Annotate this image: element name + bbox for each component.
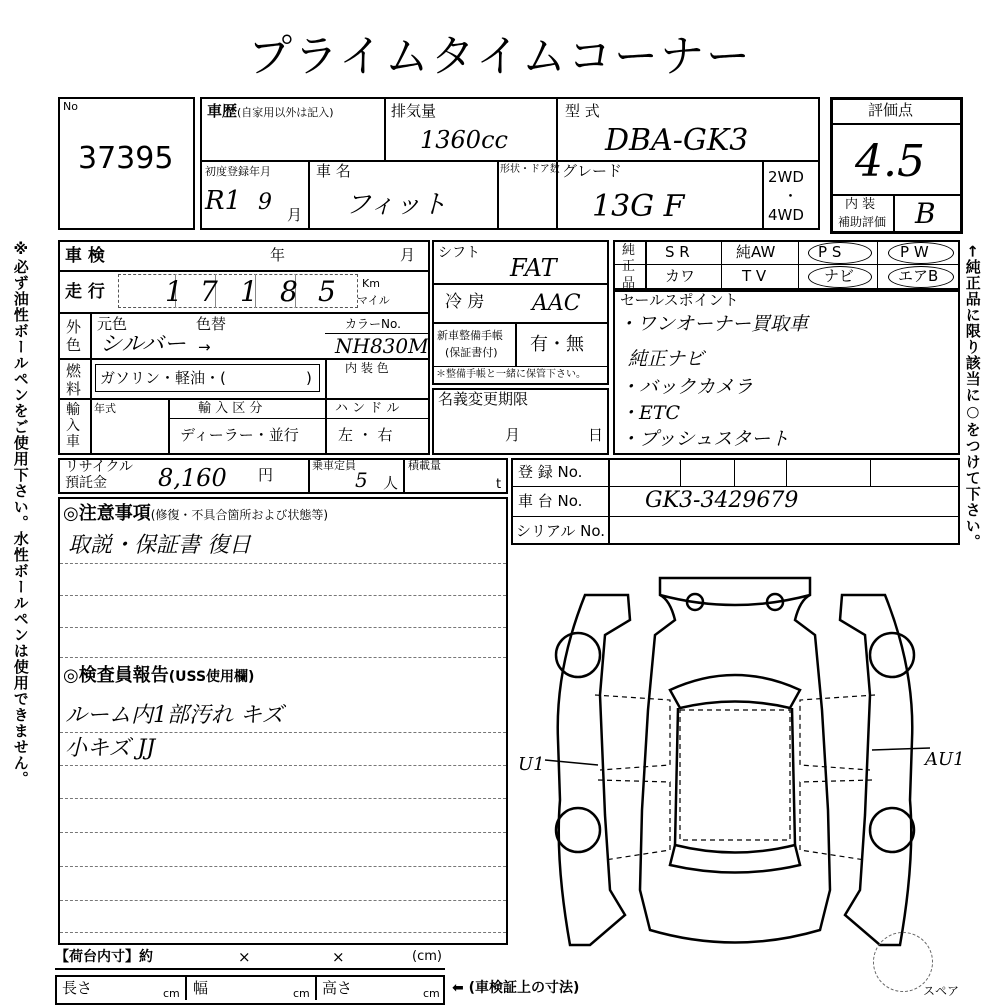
- spare-tire-circle: [873, 932, 933, 992]
- mileage-digit-1: 1: [165, 275, 183, 308]
- import-category-label: 輸 入 区 分: [198, 401, 263, 416]
- lot-box: [58, 97, 195, 230]
- car-diagram: [510, 560, 965, 960]
- first-reg-era: R1: [205, 186, 242, 216]
- sales-points-label: セールスポイント: [620, 291, 739, 309]
- changed-color-label: 色替: [196, 315, 227, 333]
- sales-point-4: ・ETC: [620, 402, 681, 424]
- mileage-unit-mile: マイル: [357, 294, 390, 307]
- recycle-unit: 円: [258, 466, 274, 484]
- history-note: (自家用以外は記入): [237, 106, 334, 119]
- interior-color-label: 内 装 色: [345, 361, 389, 375]
- registration-label: 登 録 No.: [518, 463, 583, 481]
- cargo-label: 【荷台内寸】約: [55, 949, 153, 965]
- exterior-color-value: シルバー: [100, 332, 186, 357]
- original-color-label: 元色: [97, 315, 128, 333]
- circle-navi: [808, 266, 872, 288]
- mileage-digit-2: 7: [200, 275, 218, 308]
- score-label: 評価点: [868, 101, 914, 119]
- service-book-value: 有・無: [530, 334, 584, 355]
- report-label: ◎検査員報告(USS使用欄): [63, 665, 255, 686]
- chassis-value: GK3-3429679: [645, 488, 799, 513]
- diagram-mark-left: U1: [518, 754, 545, 775]
- width-unit: cm: [293, 987, 310, 1000]
- service-book-note: ＊整備手帳と一緒に保管下さい。: [436, 369, 586, 380]
- score-value: 4.5: [855, 136, 925, 187]
- service-book-label-2: (保証書付): [445, 346, 498, 359]
- name-change-month: 月: [505, 426, 521, 444]
- circle-pw: [888, 242, 954, 264]
- inspection-year: 年: [270, 246, 286, 264]
- genuine-side-label: 純正品: [622, 243, 636, 291]
- name-change-day: 日: [588, 426, 604, 444]
- first-reg-month-unit: 月: [287, 206, 303, 224]
- import-side-label: 輸入車: [66, 402, 80, 451]
- caution-label: ◎注意事項(修復・不具合箇所および状態等): [63, 503, 329, 524]
- capacity-label: 乗車定員: [312, 459, 356, 472]
- ac-label: 冷 房: [445, 292, 485, 312]
- first-reg-label: 初度登録年月: [205, 165, 271, 178]
- genuine-ps: P S: [818, 243, 842, 261]
- name-change-label: 名義変更期限: [438, 390, 529, 408]
- genuine-tv: T V: [742, 267, 767, 285]
- mileage-digit-3: 1: [240, 275, 258, 308]
- dims-note: ⬅ (車検証上の寸法): [452, 980, 580, 996]
- cargo-x2: ×: [332, 948, 345, 966]
- inspection-label: 車 検: [65, 246, 105, 266]
- interior-label-1: 内 装: [845, 197, 876, 212]
- shape-door-label: 形状・ドア数: [500, 164, 560, 175]
- interior-label-2: 補助評価: [838, 215, 887, 229]
- ac-value: AAC: [532, 291, 581, 316]
- handle-label: ハ ン ド ル: [335, 401, 400, 416]
- genuine-leather: カワ: [665, 267, 696, 285]
- report-line-1: ルーム内1部汚れ キズ: [65, 703, 284, 728]
- diagram-mark-right: AU1: [925, 749, 965, 770]
- mileage-digit-5: 5: [318, 275, 336, 308]
- serial-label: シリアル No.: [516, 522, 606, 540]
- displacement-label: 排気量: [391, 102, 437, 120]
- cargo-x1: ×: [238, 948, 251, 966]
- model-value: DBA-GK3: [605, 123, 749, 158]
- caution-note: (修復・不具合箇所および状態等): [150, 508, 329, 522]
- first-reg-month: 9: [258, 190, 272, 215]
- genuine-pw: P W: [900, 243, 929, 261]
- spare-label: スペア: [923, 984, 960, 998]
- recycle-label-1: リサイクル: [65, 459, 134, 475]
- fuel-side-label: 燃料: [66, 362, 82, 398]
- shift-label: シフト: [438, 245, 480, 261]
- shift-value: FAT: [510, 254, 557, 282]
- report-note: (USS使用欄): [168, 669, 255, 685]
- fuel-close: ): [306, 369, 312, 387]
- genuine-sr: S R: [665, 243, 690, 261]
- import-category-options: ディーラー・並行: [180, 426, 299, 444]
- height-label: 高さ: [322, 979, 353, 997]
- recycle-label-2: 預託金: [65, 475, 107, 491]
- genuine-navi: ナビ: [824, 267, 855, 285]
- fuel-options: ガソリン・軽油・(: [100, 369, 226, 387]
- sales-point-2: 純正ナビ: [628, 348, 705, 370]
- load-unit: t: [496, 477, 502, 492]
- history-label: 車歴: [207, 102, 238, 120]
- length-label: 長さ: [62, 979, 93, 997]
- sales-point-5: ・プッシュスタート: [620, 428, 790, 450]
- car-name-value: フィット: [345, 190, 447, 220]
- genuine-airbag: エアB: [898, 267, 939, 285]
- circle-ps: [808, 242, 872, 264]
- mileage-unit-km: Km: [362, 277, 380, 290]
- capacity-unit: 人: [383, 474, 399, 492]
- grade-label: グレード: [562, 162, 623, 180]
- right-margin-note: ←純正品に限り該当に○をつけて下さい。: [963, 245, 982, 550]
- left-margin-note: ※必ず油性ボールペンをご使用下さい。水性ボールペンは使用できません。: [11, 240, 30, 787]
- sales-point-1: ・ワンオーナー買取車: [618, 313, 809, 335]
- drive-4wd: 4WD: [768, 206, 804, 224]
- sales-point-3: ・バックカメラ: [620, 376, 754, 398]
- capacity-value: 5: [355, 468, 368, 492]
- grade-value: 13G F: [592, 189, 685, 224]
- chassis-label: 車 台 No.: [518, 492, 583, 510]
- model-label: 型 式: [565, 102, 600, 120]
- service-book-label-1: 新車整備手帳: [437, 329, 503, 342]
- drive-dot: ・: [783, 187, 799, 205]
- color-no-value: NH830M: [335, 334, 429, 358]
- color-arrow: →: [198, 338, 211, 356]
- import-year-label: 年式: [94, 402, 116, 415]
- color-no-label: カラーNo.: [345, 317, 401, 331]
- length-unit: cm: [163, 987, 180, 1000]
- load-label: 積載量: [408, 459, 441, 472]
- circle-airbag: [888, 266, 954, 288]
- car-name-label: 車 名: [316, 162, 351, 180]
- width-label: 幅: [193, 979, 209, 997]
- inspection-month: 月: [400, 246, 416, 264]
- displacement-value: 1360cc: [420, 126, 508, 154]
- exterior-side-label: 外色: [66, 318, 82, 354]
- caution-text: 取説・保証書 復日: [68, 533, 251, 558]
- page-title: プライムタイムコーナー: [248, 31, 752, 82]
- handle-options: 左 ・ 右: [338, 426, 393, 444]
- recycle-value: 8,160: [158, 464, 227, 492]
- cargo-unit: (cm): [412, 949, 442, 964]
- height-unit: cm: [423, 987, 440, 1000]
- dimensions-block: [55, 975, 445, 1005]
- report-line-2: 小キズ JJ: [65, 736, 156, 761]
- drive-2wd: 2WD: [768, 168, 804, 186]
- lot-mark: No: [63, 100, 78, 113]
- mileage-digit-4: 8: [280, 275, 298, 308]
- genuine-aw: 純AW: [736, 243, 776, 261]
- interior-score-value: B: [915, 197, 936, 230]
- lot-number: 37395: [78, 141, 174, 176]
- mileage-label: 走 行: [65, 282, 105, 302]
